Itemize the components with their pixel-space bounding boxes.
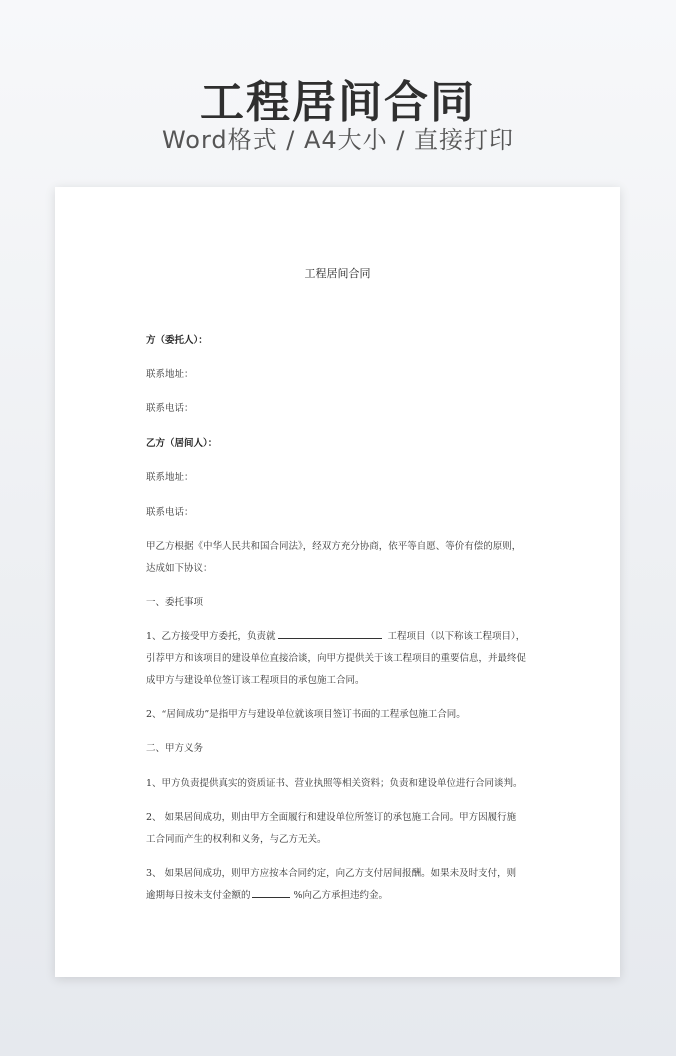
section-1-heading: 一、委托事项: [146, 597, 204, 608]
party-b-address: 联系地址：: [146, 472, 194, 483]
section-2-item-3-line-2: [146, 885, 534, 907]
section-2-heading: 二、甲方义务: [146, 743, 204, 754]
section-2-item-1: 1、甲方负责提供真实的资质证书、营业执照等相关资料；负责和建设单位进行合同谈判。: [146, 778, 523, 789]
s1-item1-pre: 1、乙方接受甲方委托，负责就: [146, 631, 276, 642]
penalty-rate-blank: [252, 887, 290, 898]
party-b-label: 乙方（居间人）：: [146, 438, 218, 449]
section-1-item-2: 2、“居间成功”是指甲方与建设单位就该项目签订书面的工程承包施工合同。: [146, 709, 466, 720]
party-b-phone: 联系电话：: [146, 507, 194, 518]
party-a-address: 联系地址：: [146, 369, 194, 380]
document-title: 工程居间合同: [304, 267, 371, 280]
s2-item3-post: %向乙方承担违约金。: [293, 890, 389, 901]
section-1-item-1-line-1: [146, 626, 534, 648]
section-2-item-2-line-1: 2、 如果居间成功，则由甲方全面履行和建设单位所签订的承包施工合同。甲方因履行施: [146, 812, 517, 823]
banner-title: 工程居间合同: [200, 77, 476, 128]
party-a-phone: 联系电话：: [146, 403, 194, 414]
s2-item3-pre: 逾期每日按未支付金额的: [146, 890, 251, 901]
project-name-blank: [278, 628, 382, 639]
party-a-label: 方（委托人）：: [146, 335, 208, 346]
section-2-item-2-line-2: 工合同而产生的权利和义务，与乙方无关。: [146, 834, 327, 845]
section-1-item-1-line-3: 成甲方与建设单位签订该工程项目的承包施工合同。: [146, 675, 365, 686]
intro-line-1: 甲乙方根据《中华人民共和国合同法》，经双方充分协商，依平等自愿、等价有偿的原则，: [146, 541, 522, 552]
document-page: [55, 187, 620, 977]
section-2-item-3-line-1: 3、 如果居间成功，则甲方应按本合同约定，向乙方支付居间报酬。如果未及时支付，则: [146, 868, 517, 879]
intro-line-2: 达成如下协议：: [146, 563, 213, 574]
banner-subtitle: Word格式 / A4大小 / 直接打印: [161, 126, 515, 154]
s1-item1-post: 工程项目（以下称该工程项目），: [387, 631, 526, 642]
section-1-item-1-line-2: 引荐甲方和该项目的建设单位直接洽谈，向甲方提供关于该工程项目的重要信息，并最终促: [146, 653, 527, 664]
